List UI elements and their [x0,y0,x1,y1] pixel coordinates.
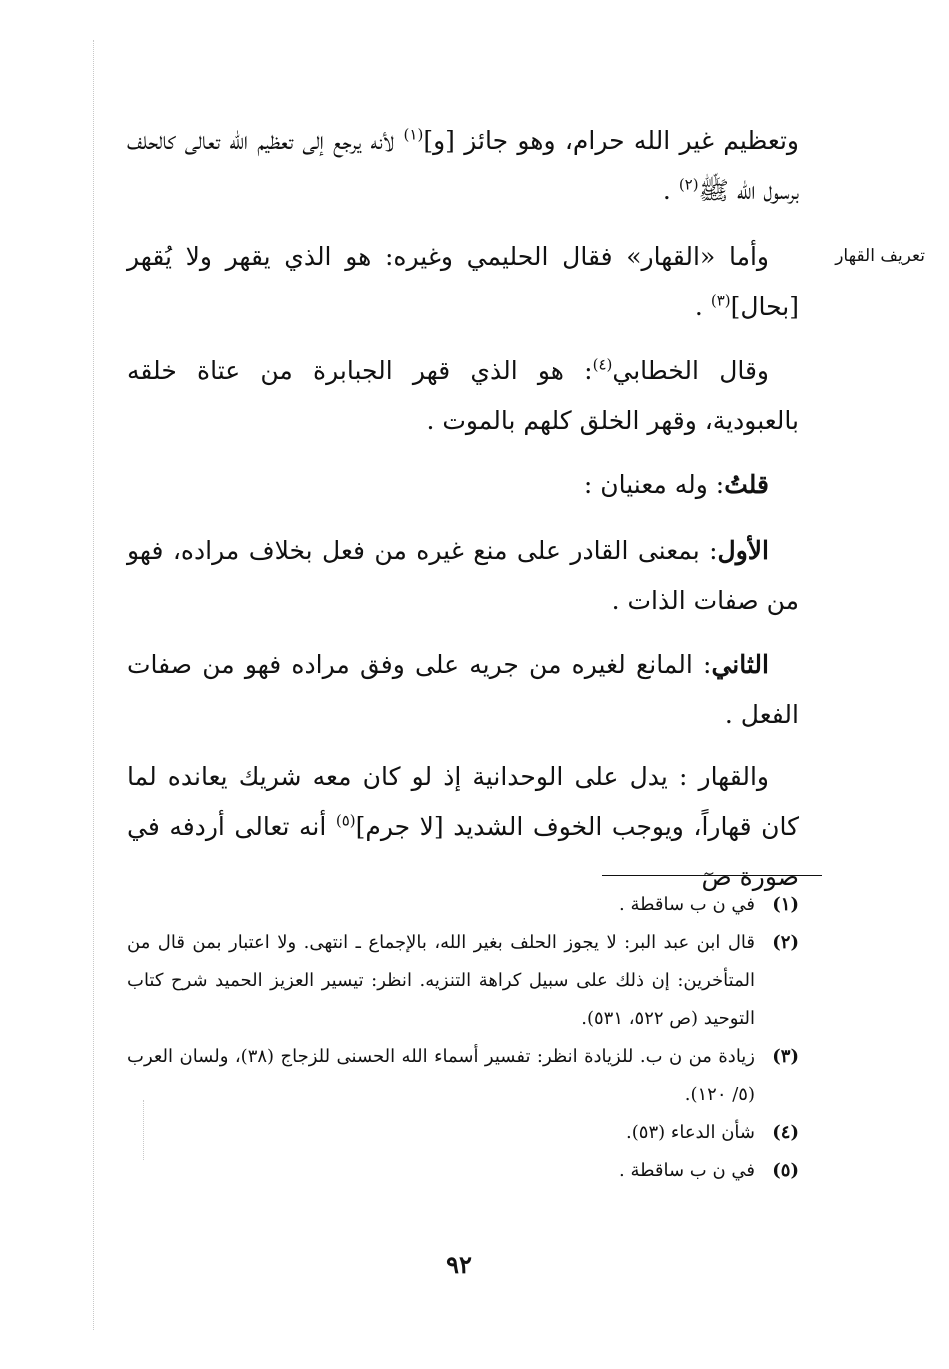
paragraph-text: : بمعنى القادر على منع غيره من فعل بخلاف مراده، فهو من صفات الذات . [127,536,799,615]
footnote-text: في ن ب ساقطة . [619,1160,755,1181]
paragraph-text: والقهار : يدل على الوحدانية إذ لو كان معه شريك يعانده لما كان قهاراً، ويوجب الخوف الشديد [لا جرم] [127,762,799,841]
paragraph-text: . [694,292,711,321]
footnote-text: شأن الدعاء (٥٣). [626,1122,755,1143]
footnote-number: (٣) [772,1046,799,1067]
paragraph-text: : المانع لغيره من جريه على وفق مراده فهو من صفات الفعل . [127,650,799,729]
paragraph-1 [127,116,799,216]
paragraph-text: لأنه يرجع إلى تعظيم الله تعالى كالحلف برسول الله ﷺ [127,126,799,205]
paragraph-lead: الثاني [711,650,769,679]
margin-note: تعريف القهار [835,246,925,266]
footnote-number: (٤) [772,1122,799,1143]
footnotes [127,886,799,1190]
paragraph-text: وقال الخطابي [612,356,770,385]
page-number: ٩٢ [446,1250,472,1279]
footnote-ref: (٤) [592,355,613,374]
paragraph-5 [127,526,799,626]
paragraph-6 [127,640,799,740]
footnote-number: (٥) [772,1160,799,1181]
paragraph-lead: الأول [717,536,769,565]
footnote-3 [127,1038,799,1114]
paragraph-lead: قلتُ [724,470,769,499]
paragraph-text: : هو الذي قهر الجبابرة من عتاة خلقه بالعبودية، وقهر الخلق كلهم بالموت . [127,356,799,435]
footnote-4 [127,1114,799,1152]
footnote-ref: (٥) [335,811,356,830]
footnote-number: (١) [772,894,799,915]
footnote-divider [602,875,822,876]
footnote-number: (٢) [772,932,799,953]
footnote-text: في ن ب ساقطة . [619,894,755,915]
footnote-2 [127,924,799,1038]
paragraph-3 [127,346,799,446]
scan-edge-line [93,40,94,1330]
paragraph-text: . [662,176,679,205]
footnote-text: قال ابن عبد البر: لا يجوز الحلف بغير الله، بالإجماع ـ انتهى. ولا اعتبار بمن قال من المتأخرين: إن ذلك على سبيل كراهة التنزيه. انظر: تيسير العزيز الحميد شرح كتاب التوحيد (ص ٥٢٢، ٥٣١). [127,932,755,1029]
paragraph-text: وتعظيم غير الله حرام، وهو جائز [و] [423,126,799,155]
footnote-text: زيادة من ن ب. للزيادة انظر: تفسير أسماء الله الحسنى للزجاج (٣٨)، ولسان العرب (٥/ ١٢٠). [127,1046,756,1105]
footnote-5 [127,1152,799,1190]
paragraph-2 [127,232,799,332]
footnote-1 [127,886,799,924]
paragraph-text: أنه تعالى أردفه في صورة صٓ [127,812,799,891]
paragraph-text: : وله معنيان : [583,470,725,499]
footnote-ref: (٣) [710,291,731,310]
paragraph-7 [127,752,799,902]
paragraph-4 [127,460,799,510]
footnote-ref: (٢) [678,175,699,194]
footnote-ref: (١) [403,125,424,144]
paragraph-text: وأما «القهار» فقال الحليمي وغيره: هو الذي يقهر ولا يُقهر [بحال] [127,242,799,321]
